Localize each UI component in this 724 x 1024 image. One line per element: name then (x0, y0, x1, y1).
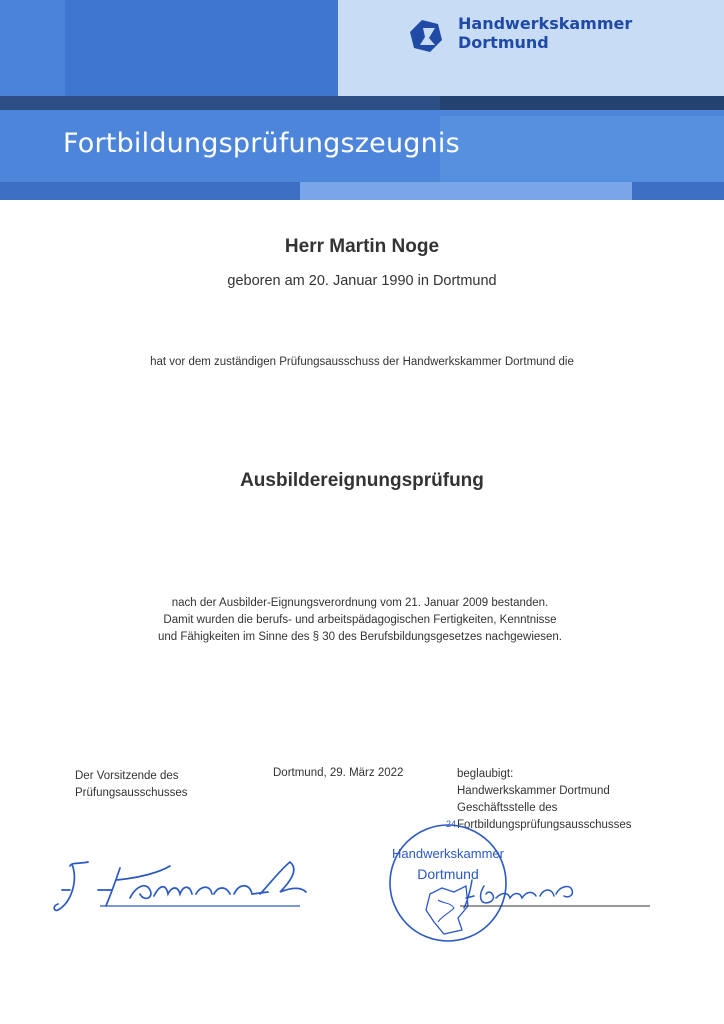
candidate-name: Herr Martin Noge (284, 236, 440, 257)
office-signature (460, 874, 660, 918)
chair-line-2: Prüfungsausschusses (75, 787, 188, 799)
cert-line-2: Handwerkskammer Dortmund (457, 785, 610, 797)
bottom-stripe-light (300, 182, 632, 200)
chair-line-1: Der Vorsitzende des (75, 770, 179, 782)
cert-line-3: Geschäftsstelle des (457, 802, 558, 814)
cert-line-4: Fortbildungsprüfungsausschusses (457, 819, 632, 831)
body-line-2: Damit wurden die berufs- und arbeitspädagogischen Fertigkeiten, Kenntnisse (163, 614, 557, 626)
body-line-3: und Fähigkeiten im Sinne des § 30 des Berufsbildungsgesetzes nachgewiesen. (157, 631, 563, 643)
header-block-mid (65, 0, 338, 96)
candidate-birth: geboren am 20. Januar 1990 in Dortmund (227, 273, 497, 289)
cert-line-1: beglaubigt: (457, 768, 514, 780)
stamp-line-1: Handwerkskammer (392, 846, 504, 861)
org-name (458, 14, 632, 52)
org-name-line2: Dortmund (458, 33, 549, 52)
body-text (100, 595, 620, 646)
title-band-right (440, 116, 724, 182)
stamp-number: 24 (446, 819, 457, 829)
dark-stripe-right (440, 96, 724, 110)
hwk-logo-icon (408, 18, 444, 54)
header-banner (0, 0, 724, 200)
certificate-title: Fortbildungsprüfungszeugnis (63, 128, 460, 159)
exam-title: Ausbildereignungsprüfung (240, 470, 484, 491)
body-line-1: nach der Ausbilder-Eignungsverordnung vom 21. Januar 2009 bestanden. (171, 597, 549, 609)
stamp-line-2: Dortmund (417, 866, 479, 882)
intro-text: hat vor dem zuständigen Prüfungsausschuss der Handwerkskammer Dortmund die (150, 356, 574, 368)
chair-signature (50, 850, 320, 920)
chair-label (75, 768, 188, 802)
org-name-line1: Handwerkskammer (458, 14, 633, 33)
place-date: Dortmund, 29. März 2022 (273, 767, 404, 779)
